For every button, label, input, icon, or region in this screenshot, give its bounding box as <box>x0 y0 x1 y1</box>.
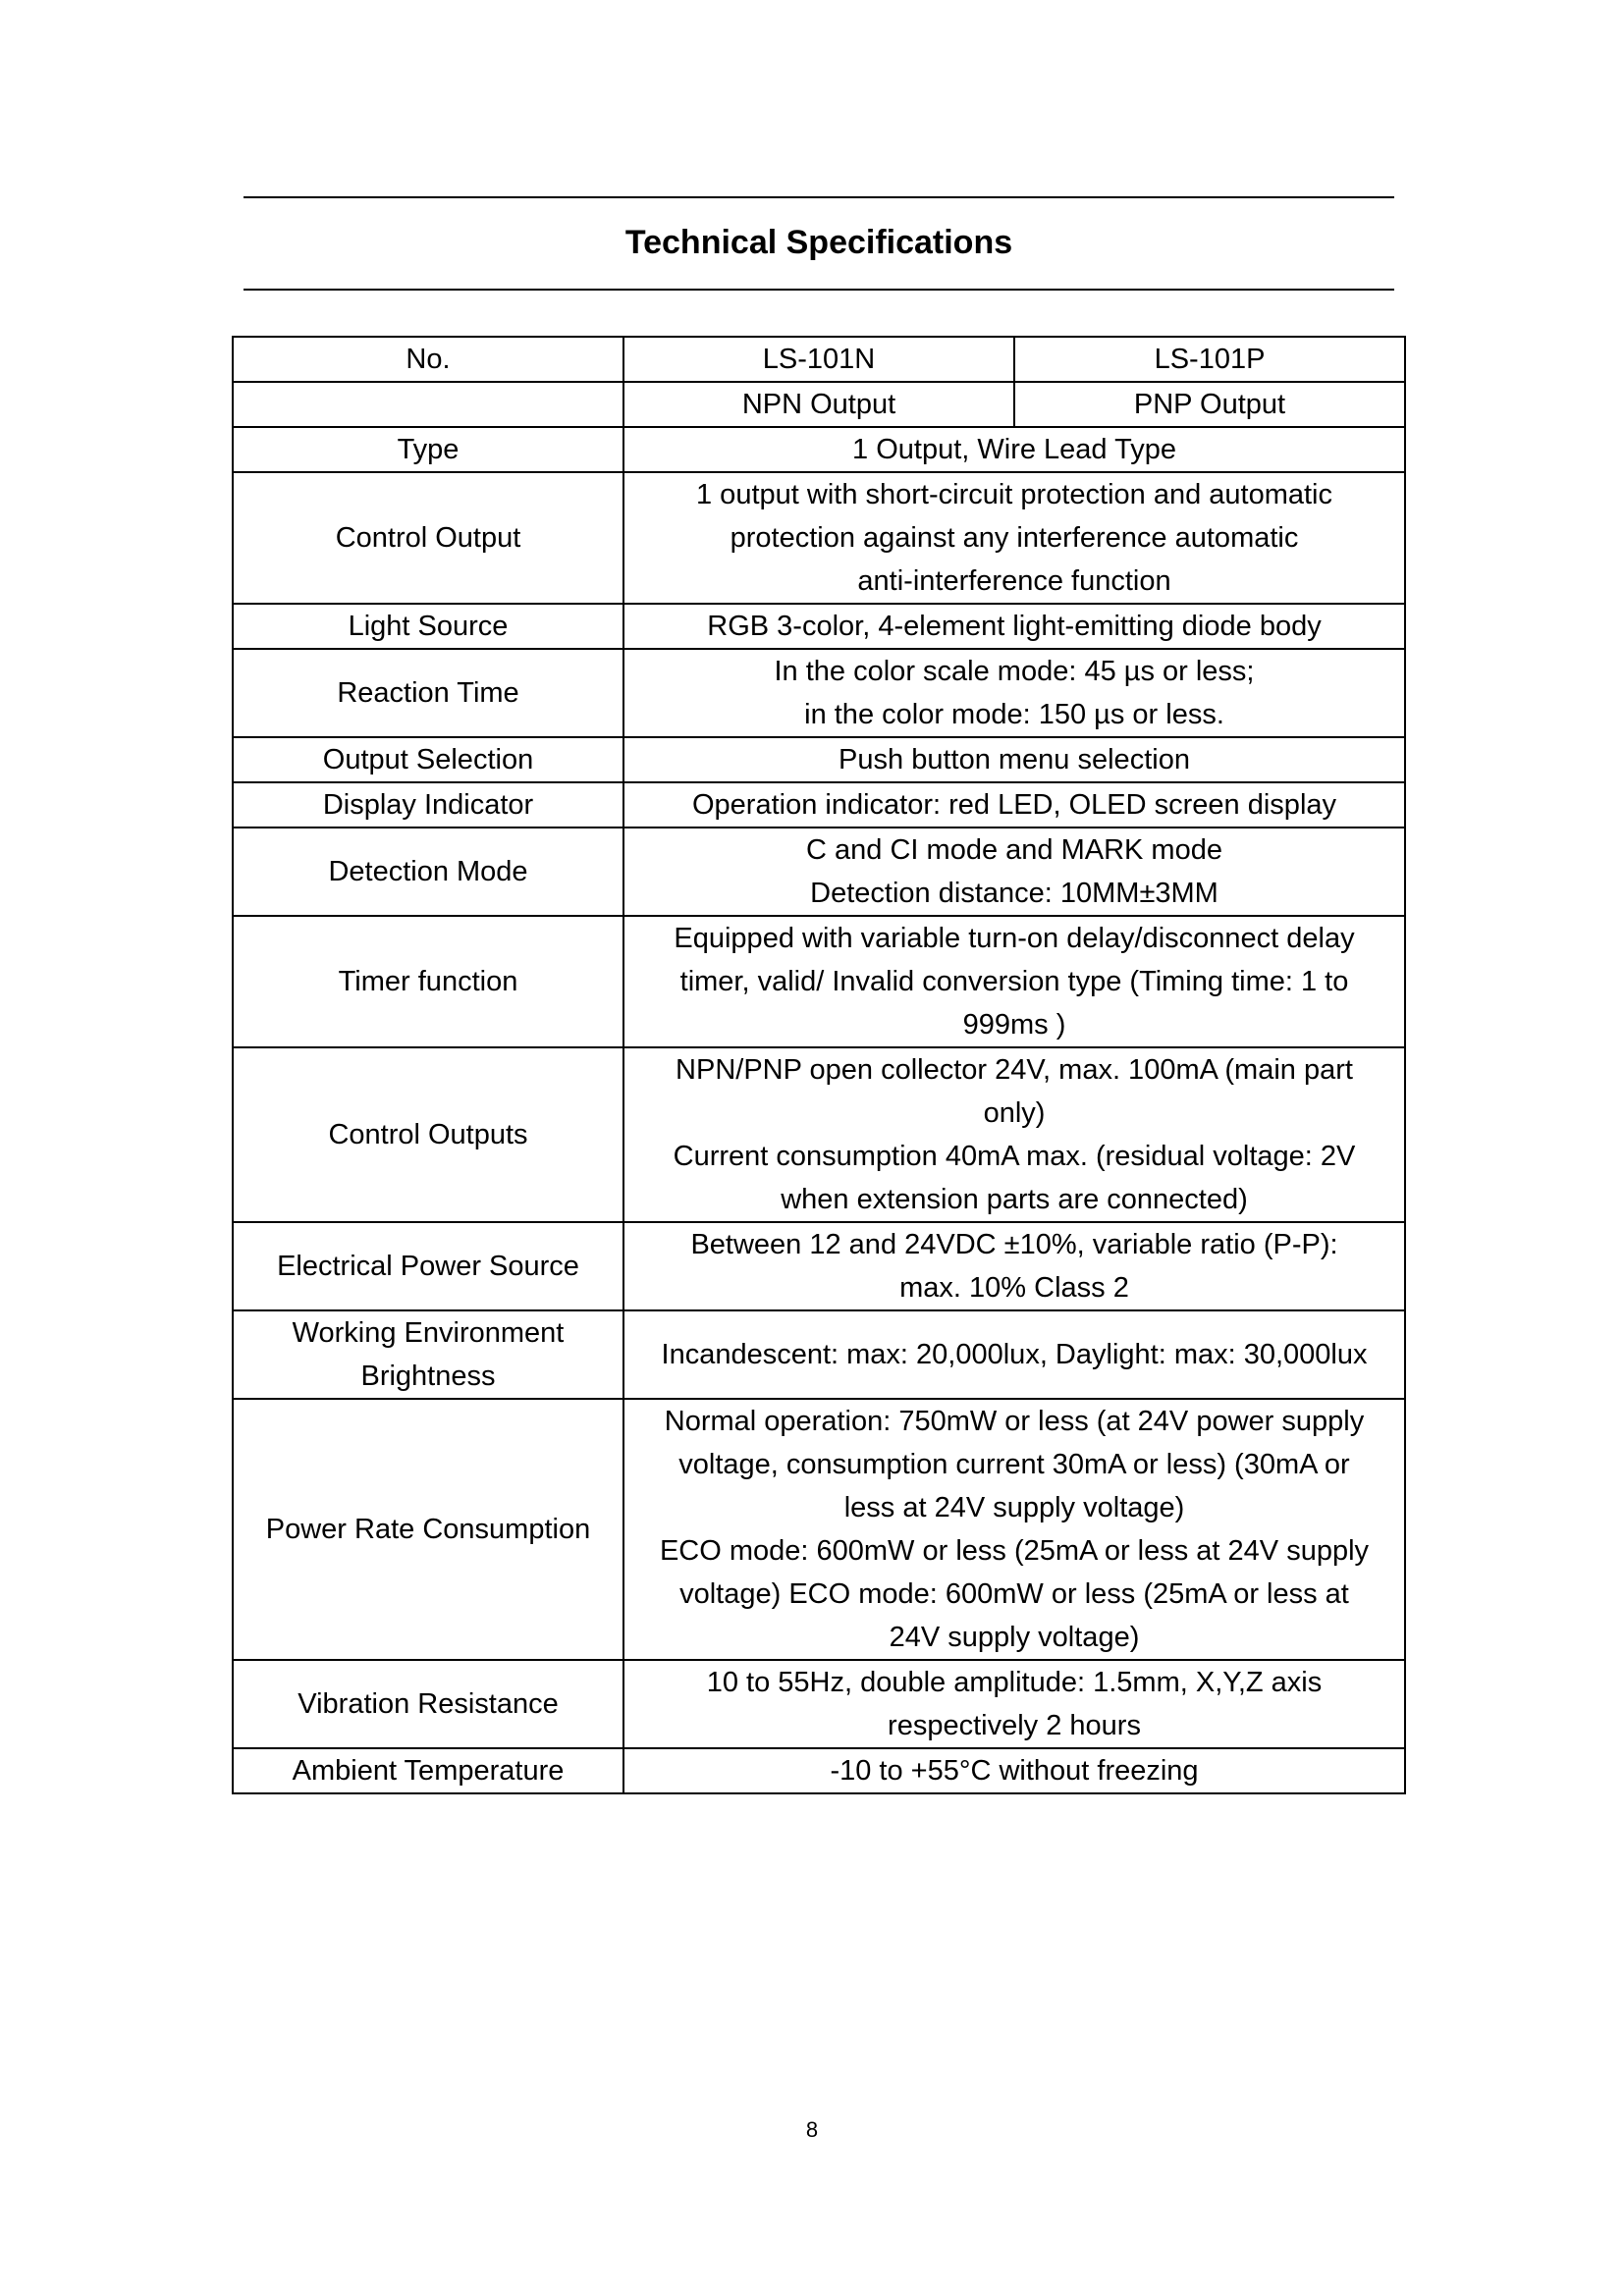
table-row <box>233 427 1405 472</box>
row-value <box>623 472 1405 604</box>
table-row <box>233 1222 1405 1310</box>
table-row <box>233 737 1405 782</box>
table-row <box>233 782 1405 828</box>
table-row <box>233 1310 1405 1399</box>
row-label: Light Source <box>233 604 623 649</box>
row-value <box>623 737 1405 782</box>
row-value <box>623 916 1405 1047</box>
row-label: Display Indicator <box>233 782 623 828</box>
value-line: C and CI mode and MARK mode <box>806 834 1222 866</box>
table-row <box>233 1660 1405 1748</box>
value-line: only) <box>983 1097 1046 1129</box>
row-label <box>233 1310 623 1399</box>
row-label: Type <box>233 427 623 472</box>
empty-label-cell <box>233 382 623 427</box>
value-line: respectively 2 hours <box>888 1710 1141 1741</box>
table-row <box>233 472 1405 604</box>
row-label: Power Rate Consumption <box>233 1399 623 1660</box>
table-row <box>233 828 1405 916</box>
value-line: In the color scale mode: 45 µs or less; <box>774 656 1255 687</box>
value-line: timer, valid/ Invalid conversion type (Timing time: 1 to <box>679 966 1349 997</box>
row-label: Electrical Power Source <box>233 1222 623 1310</box>
page-number: 8 <box>805 2117 819 2142</box>
table-row <box>233 1748 1405 1793</box>
value-line: Equipped with variable turn-on delay/disconnect delay <box>674 923 1355 954</box>
row-label: Control Output <box>233 472 623 604</box>
row-value <box>623 1222 1405 1310</box>
value-line: Push button menu selection <box>839 744 1190 775</box>
value-line: 24V supply voltage) <box>889 1622 1140 1653</box>
value-line: Detection distance: 10MM±3MM <box>810 878 1218 909</box>
value-line: 1 Output, Wire Lead Type <box>852 434 1176 465</box>
value-line: in the color mode: 150 µs or less. <box>804 699 1224 730</box>
value-line: when extension parts are connected) <box>781 1184 1248 1215</box>
row-value <box>623 1310 1405 1399</box>
value-line: Current consumption 40mA max. (residual voltage: 2V <box>673 1141 1356 1172</box>
output-p-cell: PNP Output <box>1014 382 1405 427</box>
table-header-row <box>233 337 1405 382</box>
value-line: Between 12 and 24VDC ±10%, variable ratio (P-P): <box>690 1229 1338 1260</box>
header-label-cell: No. <box>233 337 623 382</box>
title-top-rule <box>244 196 1394 198</box>
value-line: RGB 3-color, 4-element light-emitting diode body <box>707 611 1322 642</box>
value-line: -10 to +55°C without freezing <box>830 1755 1199 1787</box>
value-line: 10 to 55Hz, double amplitude: 1.5mm, X,Y,Z axis <box>706 1667 1323 1698</box>
row-label: Timer function <box>233 916 623 1047</box>
row-value <box>623 604 1405 649</box>
row-value <box>623 1399 1405 1660</box>
row-value <box>623 782 1405 828</box>
row-label: Detection Mode <box>233 828 623 916</box>
row-value <box>623 427 1405 472</box>
row-value <box>623 649 1405 737</box>
row-value <box>623 1748 1405 1793</box>
table-row <box>233 916 1405 1047</box>
model-p-cell: LS-101P <box>1014 337 1405 382</box>
table-row <box>233 604 1405 649</box>
value-line: ECO mode: 600mW or less (25mA or less at 24V supply <box>659 1535 1370 1567</box>
title-bottom-rule <box>244 289 1394 291</box>
value-line: protection against any interference automatic <box>730 522 1299 554</box>
model-n-cell: LS-101N <box>623 337 1014 382</box>
output-type-row <box>233 382 1405 427</box>
row-value <box>623 1660 1405 1748</box>
row-label: Ambient Temperature <box>233 1748 623 1793</box>
row-label: Output Selection <box>233 737 623 782</box>
value-line: Incandescent: max: 20,000lux, Daylight: max: 30,000lux <box>661 1339 1368 1370</box>
table-row <box>233 1047 1405 1222</box>
page-title: Technical Specifications <box>624 224 1013 261</box>
row-value <box>623 828 1405 916</box>
value-line: NPN/PNP open collector 24V, max. 100mA (main part <box>676 1054 1353 1086</box>
output-n-cell: NPN Output <box>623 382 1014 427</box>
value-line: 999ms ) <box>962 1009 1066 1041</box>
value-line: max. 10% Class 2 <box>899 1272 1129 1304</box>
table-row <box>233 1399 1405 1660</box>
value-line: Normal operation: 750mW or less (at 24V power supply <box>664 1406 1365 1437</box>
row-label: Vibration Resistance <box>233 1660 623 1748</box>
value-line: voltage) ECO mode: 600mW or less (25mA or less at <box>679 1578 1349 1610</box>
value-line: Operation indicator: red LED, OLED screen display <box>691 789 1337 821</box>
table-row <box>233 649 1405 737</box>
row-value <box>623 1047 1405 1222</box>
spec-table <box>232 336 1406 1794</box>
value-line: voltage, consumption current 30mA or less) (30mA or <box>678 1449 1350 1480</box>
value-line: less at 24V supply voltage) <box>843 1492 1185 1523</box>
row-label: Reaction Time <box>233 649 623 737</box>
value-line: 1 output with short-circuit protection and automatic <box>696 479 1332 510</box>
label-line: Brightness <box>360 1361 496 1392</box>
value-line: anti-interference function <box>857 565 1171 597</box>
row-label: Control Outputs <box>233 1047 623 1222</box>
label-line: Working Environment <box>292 1317 565 1349</box>
